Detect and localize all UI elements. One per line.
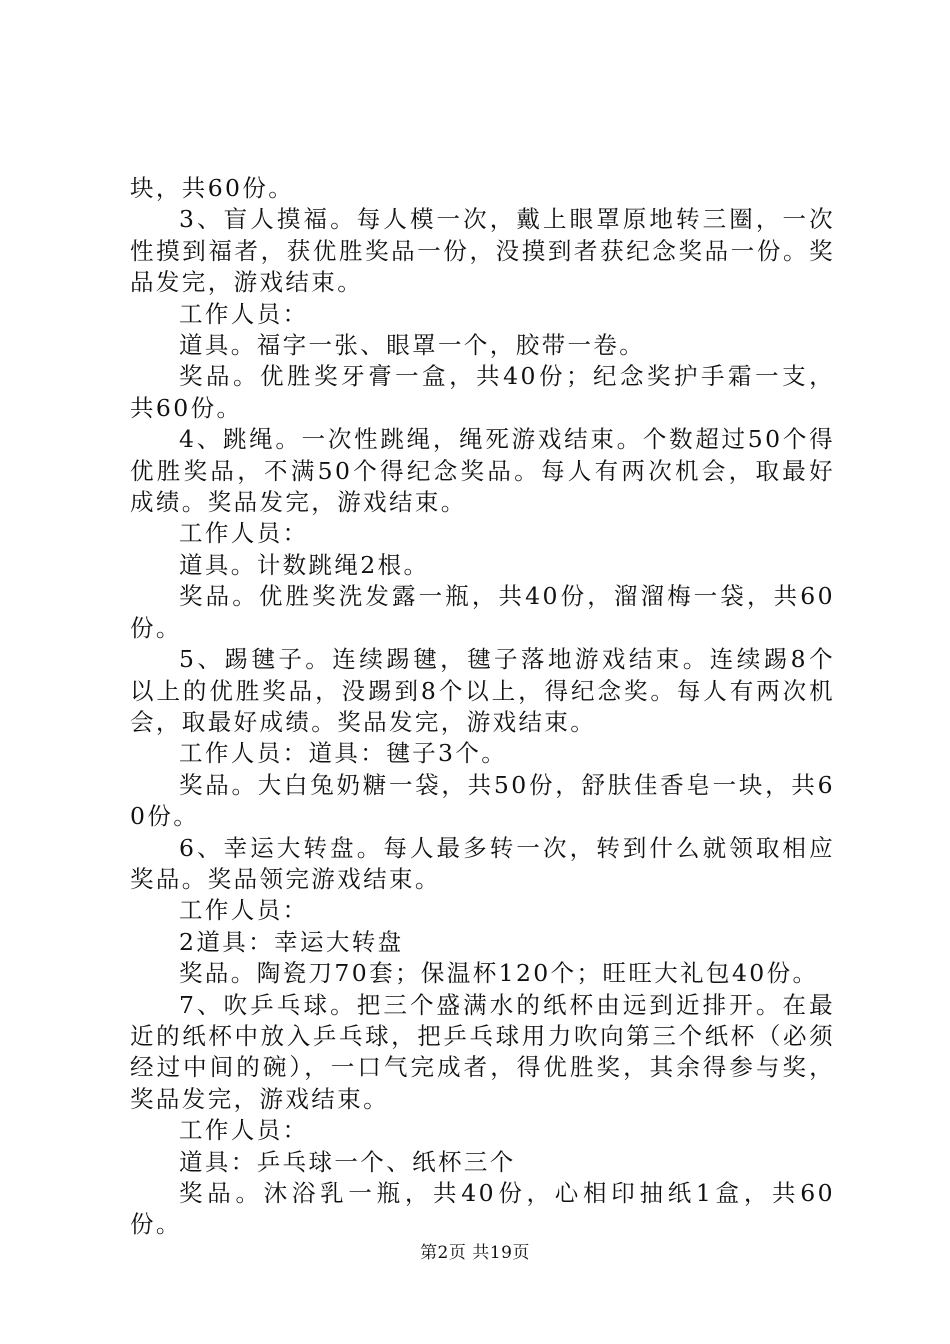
paragraph: 工作人员： <box>179 519 309 548</box>
document-body <box>130 173 835 1241</box>
paragraph: 道具：乒乓球一个、纸杯三个 <box>179 1147 516 1176</box>
paragraph: 奖品。沐浴乳一瓶，共40份，心相印抽纸1盒，共60份。 <box>130 1179 835 1239</box>
paragraph: 奖品。大白兔奶糖一袋，共50份，舒肤佳香皂一块，共60份。 <box>130 770 835 831</box>
paragraph: 4、跳绳。一次性跳绳，绳死游戏结束。个数超过50个得优胜奖品，不满50个得纪念奖品。每人有两次机会，取最好成绩。奖品发完，游戏结束。 <box>130 425 835 517</box>
paragraph: 3、盲人摸福。每人模一次，戴上眼罩原地转三圈，一次性摸到福者，获优胜奖品一份，没摸到者获纪念奖品一份。奖品发完，游戏结束。 <box>130 205 835 297</box>
paragraph: 工作人员： <box>179 1116 309 1145</box>
page-footer: 第2页 共19页 <box>420 1243 530 1263</box>
paragraph: 奖品。优胜奖牙膏一盒，共40份；纪念奖护手霜一支，共60份。 <box>130 362 835 422</box>
paragraph: 奖品。优胜奖洗发露一瓶，共40份，溜溜梅一袋，共60份。 <box>130 582 835 642</box>
paragraph: 5、踢毽子。连续踢毽，毽子落地游戏结束。连续踢8个以上的优胜奖品，没踢到8个以上，得纪念奖。每人有两次机会，取最好成绩。奖品发完，游戏结束。 <box>130 645 835 736</box>
paragraph: 工作人员： <box>179 896 309 925</box>
paragraph: 道具。福字一张、眼罩一个，胶带一卷。 <box>179 331 646 360</box>
paragraph: 2道具：幸运大转盘 <box>179 927 404 956</box>
paragraph: 6、幸运大转盘。每人最多转一次，转到什么就领取相应奖品。奖品领完游戏结束。 <box>130 833 835 893</box>
paragraph: 道具。计数跳绳2根。 <box>179 550 430 579</box>
paragraph: 工作人员： <box>179 299 309 328</box>
paragraph: 奖品。陶瓷刀70套；保温杯120个；旺旺大礼包40份。 <box>179 959 819 988</box>
paragraph: 7、吹乒乓球。把三个盛满水的纸杯由远到近排开。在最近的纸杯中放入乒乓球，把乒乓球用力吹向第三个纸杯（必须经过中间的碗），一口气完成者，得优胜奖，其余得参与奖，奖品发完，游戏结束。 <box>130 990 835 1113</box>
paragraph: 块，共60份。 <box>130 174 295 202</box>
paragraph: 工作人员：道具：毽子3个。 <box>179 739 508 768</box>
